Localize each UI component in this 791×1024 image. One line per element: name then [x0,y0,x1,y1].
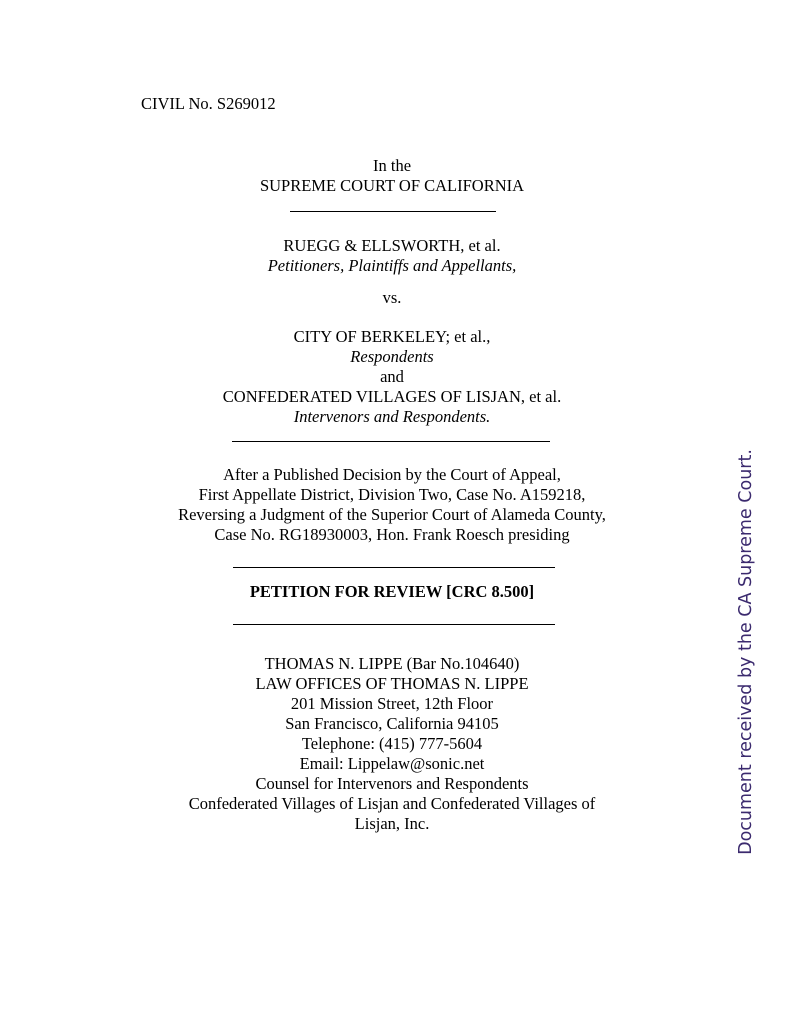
petitioners-block [120,236,664,276]
petitioners-role: Petitioners, Plaintiffs and Appellants, [267,256,517,275]
versus-block [120,288,664,308]
counsel-line: Counsel for Intervenors and Respondents [255,774,529,793]
court-heading [120,156,664,196]
decision-line: After a Published Decision by the Court of Appeal, [223,465,561,484]
received-stamp [733,448,759,855]
case-number: CIVIL No. S269012 [141,94,276,113]
respondents-name: CITY OF BERKELEY; et al., [293,327,491,346]
divider-rule [290,211,496,212]
counsel-line: Lisjan, Inc. [354,814,430,833]
intervenors-name: CONFEDERATED VILLAGES OF LISJAN, et al. [222,387,562,406]
document-title: PETITION FOR REVIEW [CRC 8.500] [249,582,535,601]
divider-rule [233,624,555,625]
petitioners-name: RUEGG & ELLSWORTH, et al. [283,236,501,255]
counsel-block [120,654,664,834]
respondents-role: Respondents [350,347,434,366]
counsel-line: Email: Lippelaw@sonic.net [299,754,485,773]
received-stamp-text: Document received by the CA Supreme Court. [736,448,756,855]
decision-line: Case No. RG18930003, Hon. Frank Roesch presiding [214,525,570,544]
counsel-line: San Francisco, California 94105 [285,714,499,733]
court-name: SUPREME COURT OF CALIFORNIA [259,176,525,195]
decision-line: Reversing a Judgment of the Superior Court of Alameda County, [178,505,606,524]
respondents-and: and [380,367,404,386]
counsel-line: 201 Mission Street, 12th Floor [290,694,494,713]
counsel-line: LAW OFFICES OF THOMAS N. LIPPE [255,674,529,693]
intervenors-role: Intervenors and Respondents. [293,407,491,426]
counsel-line: Confederated Villages of Lisjan and Confederated Villages of [188,794,596,813]
divider-rule [232,441,550,442]
divider-rule [233,567,555,568]
decision-line: First Appellate District, Division Two, Case No. A159218, [198,485,586,504]
court-intro: In the [372,156,412,175]
respondents-block [120,327,664,427]
versus-text: vs. [382,288,402,307]
counsel-line: Telephone: (415) 777-5604 [301,734,483,753]
decision-block [120,465,664,545]
title-block [120,582,664,602]
counsel-line: THOMAS N. LIPPE (Bar No.104640) [264,654,520,673]
